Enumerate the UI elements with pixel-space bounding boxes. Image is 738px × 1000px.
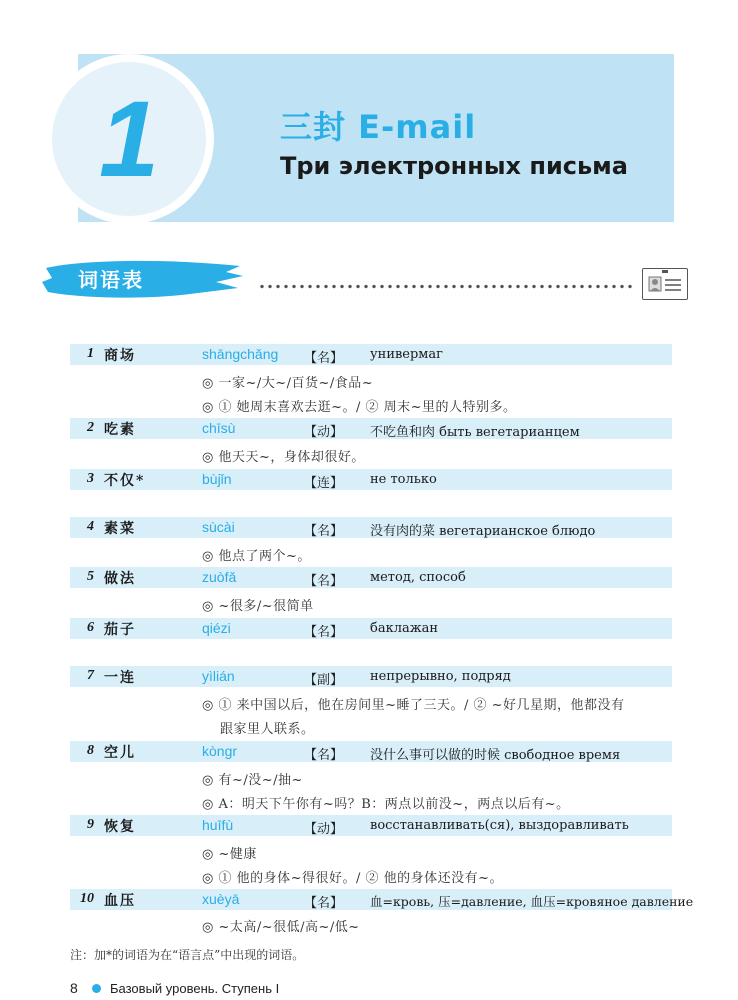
entry-pinyin: chīsù — [202, 420, 236, 436]
entry-number: 1 — [87, 346, 94, 361]
entry-number: 5 — [87, 569, 94, 584]
entry-pinyin: sùcài — [202, 519, 235, 535]
entry-number: 2 — [87, 420, 94, 435]
entry-example: ◎ 他点了两个~。 — [202, 549, 311, 564]
entry-word: 恢复 — [104, 819, 136, 835]
entry-part-of-speech: 【动】 — [304, 822, 344, 837]
id-card-icon — [642, 268, 688, 300]
entry-part-of-speech: 【名】 — [304, 351, 344, 366]
entry-number: 6 — [87, 620, 94, 635]
entry-translation: восстанавливать(ся), выздоравливать — [370, 818, 629, 833]
entry-word: 素菜 — [104, 521, 136, 537]
entry-pinyin: bùjǐn — [202, 471, 232, 487]
entry-part-of-speech: 【副】 — [304, 673, 344, 688]
entry-pinyin: shāngchǎng — [202, 346, 279, 362]
entry-number: 8 — [87, 743, 94, 758]
footer-title: Базовый уровень. Ступень I — [110, 981, 280, 996]
entry-part-of-speech: 【名】 — [304, 574, 344, 589]
entry-part-of-speech: 【名】 — [304, 524, 344, 539]
entry-translation: универмаг — [370, 347, 443, 362]
entry-word: 空儿 — [104, 745, 136, 761]
section-title: 词语表 — [78, 268, 144, 292]
entry-pinyin: yìlián — [202, 668, 235, 684]
lesson-number: 1 — [98, 78, 160, 199]
entry-example: ◎ ~太高/~很低/高~/低~ — [202, 920, 360, 935]
entry-translation: баклажан — [370, 621, 439, 636]
entry-word: 茄子 — [104, 622, 136, 638]
entry-translation: метод, способ — [370, 570, 466, 585]
entry-translation: непрерывно, подряд — [370, 669, 511, 684]
entry-pinyin: huīfù — [202, 817, 234, 833]
dotted-divider — [258, 284, 636, 289]
lesson-title-chinese: 三封 E-mail — [280, 108, 477, 146]
entry-pinyin: xuèyā — [202, 891, 240, 907]
bullet-dot-icon — [92, 984, 101, 993]
entry-example: ◎ ① 他的身体~得很好。/ ② 他的身体还没有~。 — [202, 871, 504, 886]
entry-example: ◎ 他天天~，身体却很好。 — [202, 450, 365, 465]
entry-number: 10 — [80, 891, 94, 906]
entry-pinyin: qiézi — [202, 620, 231, 636]
entry-example: ◎ ~很多/~很简单 — [202, 599, 314, 614]
lesson-title-russian: Три электронных письма — [280, 152, 628, 180]
entry-translation: 没有肉的菜 вегетарианское блюдо — [370, 524, 596, 539]
entry-translation: 血=кровь, 压=давление, 血压=кровяное давление — [370, 894, 694, 909]
entry-word: 一连 — [104, 670, 136, 686]
entry-part-of-speech: 【名】 — [304, 625, 344, 640]
page-number: 8 — [70, 980, 78, 996]
footnote: 注：加*的词语为在“语言点”中出现的词语。 — [70, 948, 305, 962]
entry-pinyin: zuòfǎ — [202, 569, 237, 585]
entry-number: 7 — [87, 668, 94, 683]
entry-number: 9 — [87, 817, 94, 832]
entry-number: 4 — [87, 519, 94, 534]
entry-word: 做法 — [104, 571, 136, 587]
entry-part-of-speech: 【名】 — [304, 748, 344, 763]
entry-translation: 没什么事可以做的时候 свободное время — [370, 748, 621, 763]
entry-example: ◎ A：明天下午你有~吗？B：两点以前没~，两点以后有~。 — [202, 797, 570, 812]
entry-example: ◎ ① 她周末喜欢去逛~。/ ② 周末~里的人特别多。 — [202, 400, 517, 415]
entry-pinyin: kòngr — [202, 743, 238, 759]
entry-part-of-speech: 【动】 — [304, 425, 344, 440]
entry-word: 吃素 — [104, 422, 136, 438]
entry-example: ◎ ① 来中国以后，他在房间里~睡了三天。/ ② ~好几星期，他都没有 — [202, 698, 625, 713]
entry-word: 商场 — [104, 348, 136, 364]
entry-number: 3 — [87, 471, 94, 486]
entry-translation: не только — [370, 472, 437, 487]
entry-part-of-speech: 【名】 — [304, 896, 344, 911]
entry-example: ◎ ~健康 — [202, 847, 257, 862]
entry-example: ◎ 一家~/大~/百货~/食品~ — [202, 376, 374, 391]
entry-translation: 不吃鱼和肉 быть вегетарианцем — [370, 425, 580, 440]
entry-word: 血压 — [104, 893, 136, 909]
entry-part-of-speech: 【连】 — [304, 476, 344, 491]
entry-example: 跟家里人联系。 — [220, 722, 315, 737]
entry-example: ◎ 有~/没~/抽~ — [202, 773, 303, 788]
entry-word: 不仅* — [104, 473, 146, 489]
